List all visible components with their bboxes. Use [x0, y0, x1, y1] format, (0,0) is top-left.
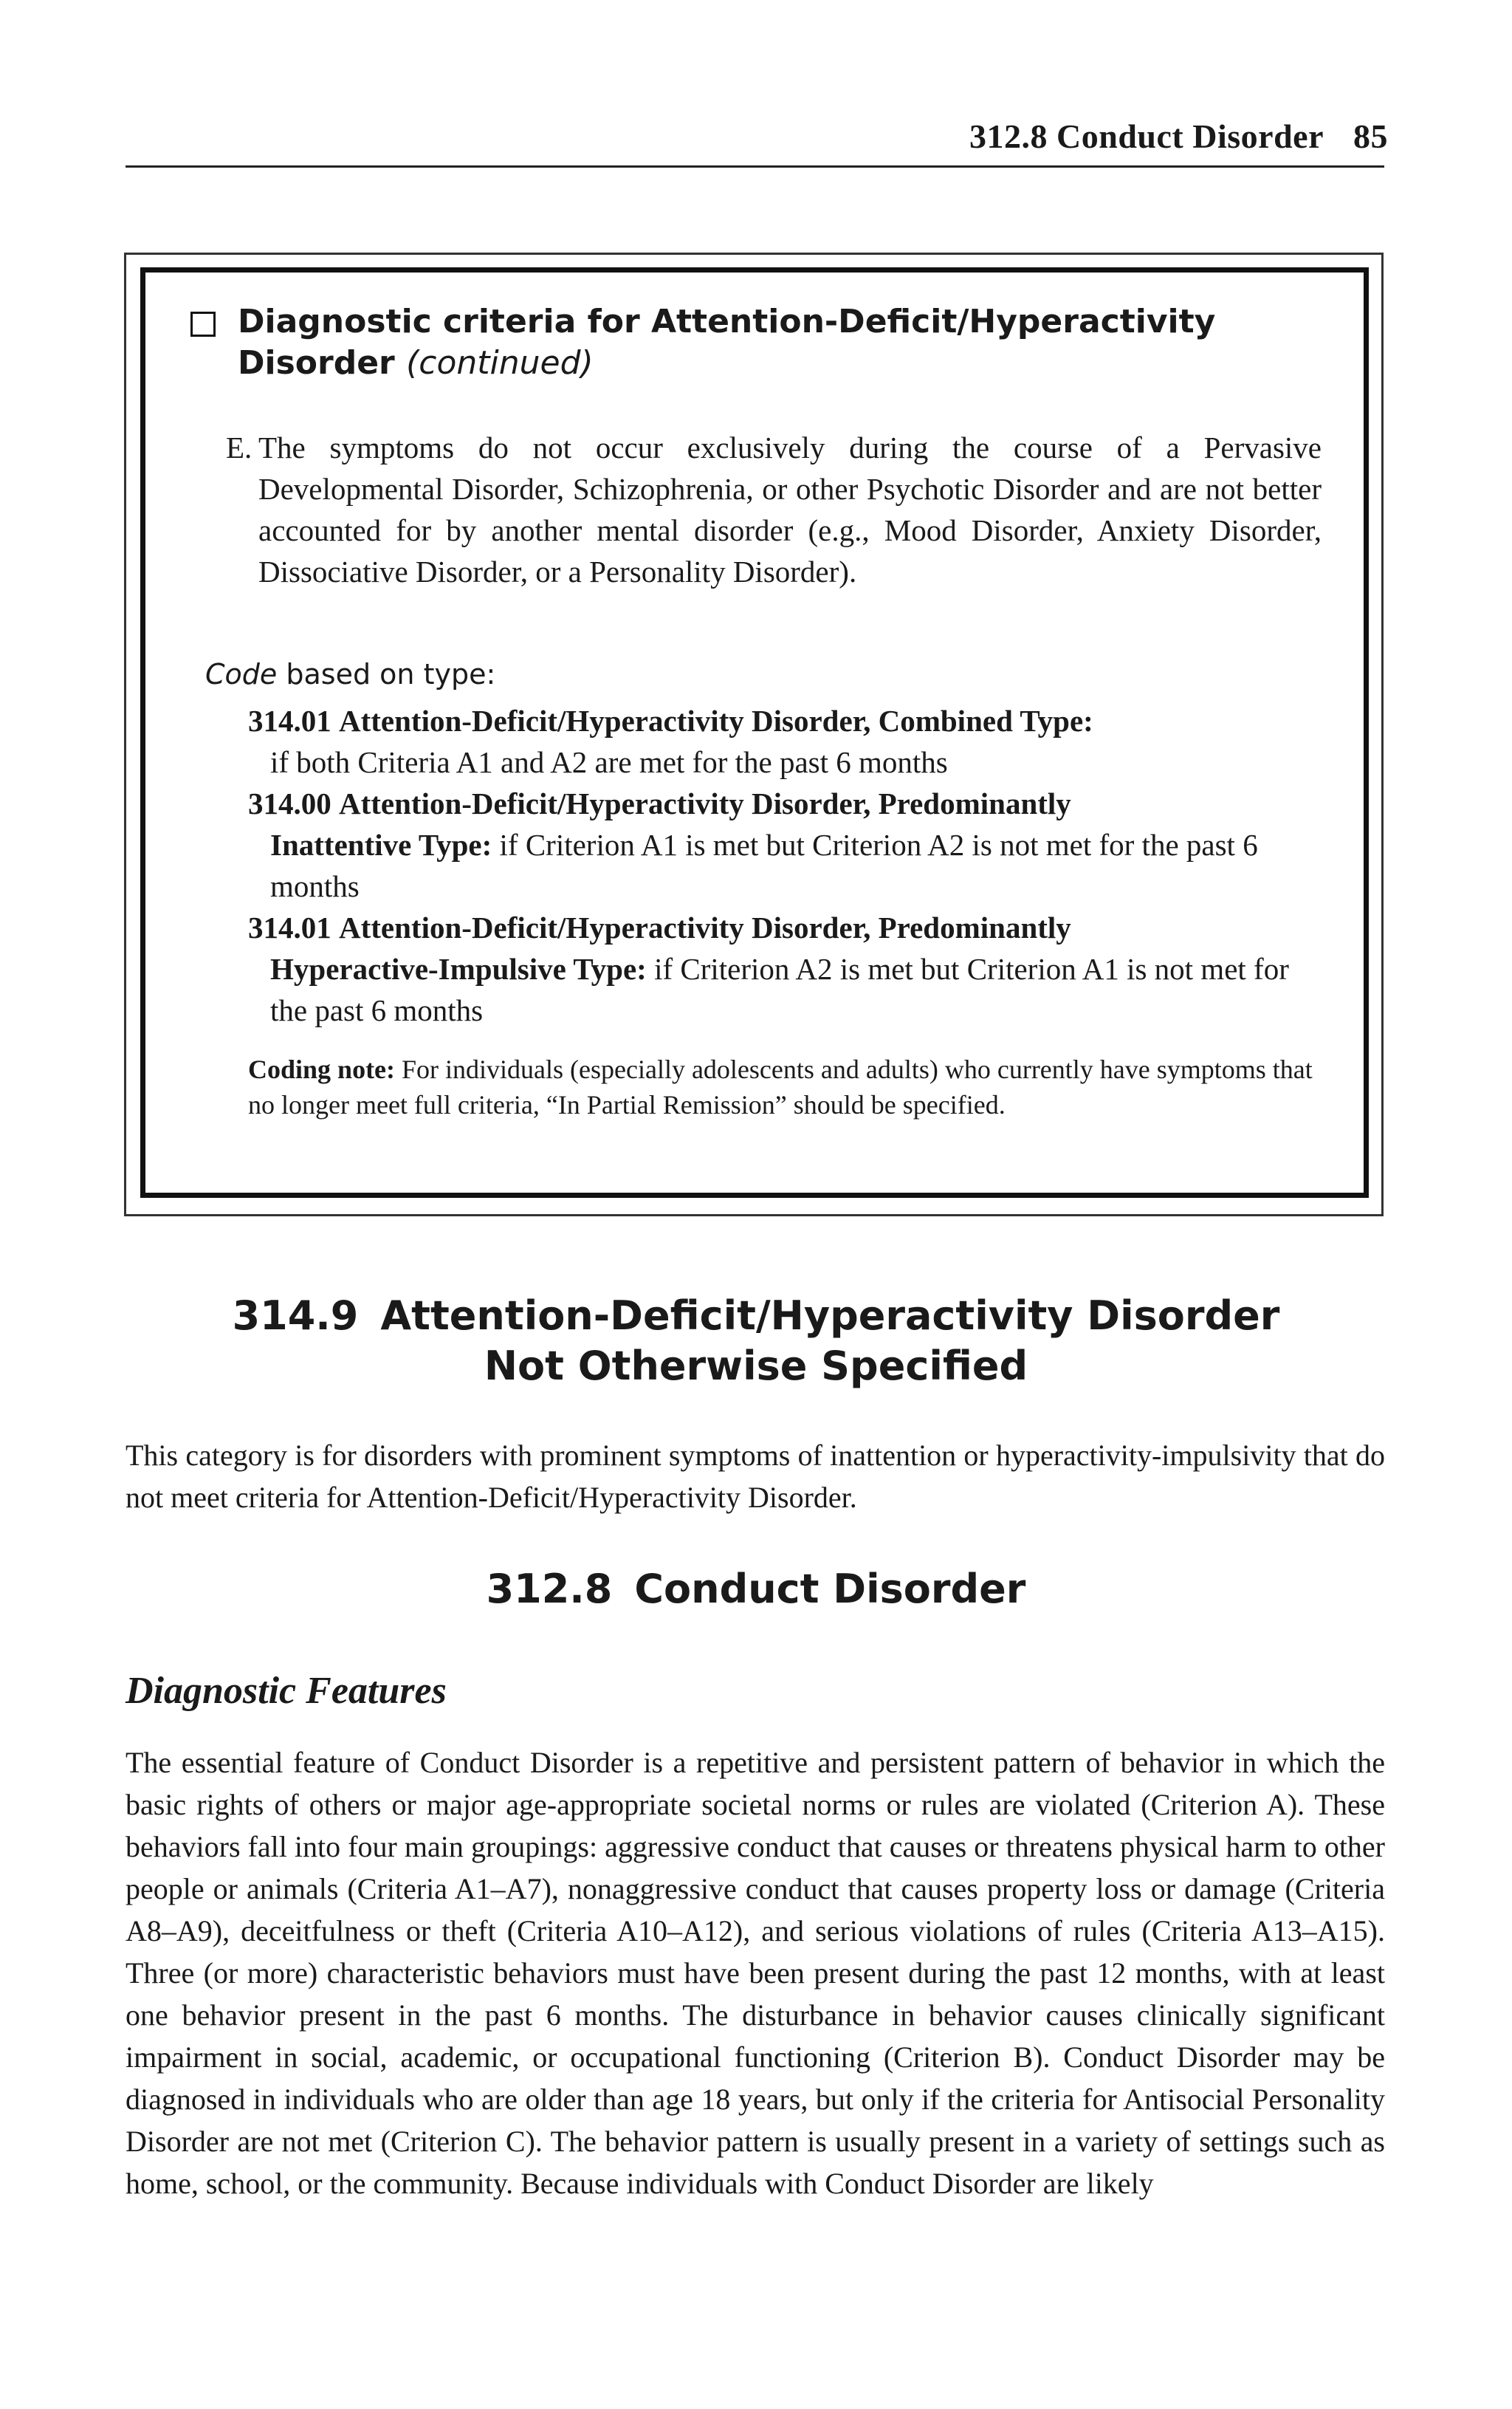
- code-word: Code: [205, 658, 278, 691]
- criterion-e-text: The symptoms do not occur exclusively during the course of a Pervasive Developmental Disorder, Schizophrenia, or other Psychotic Disorder and are not better accounted for by another mental disorder (e.g., Mood Disorder, Anxiety Disorder, Dissociative Disorder, or a Personality Disorder).: [258, 431, 1322, 589]
- code-name-line2: Hyperactive-Impulsive Type:: [270, 952, 647, 986]
- header-rule: [126, 165, 1384, 168]
- section-conduct-title: [0, 1564, 1512, 1614]
- criteria-title-suffix: (continued): [406, 344, 594, 382]
- running-head: [842, 117, 1388, 156]
- section-nos-paragraph: This category is for disorders with prominent symptoms of inattention or hyperactivity-impulsivity that do not meet criteria for Attention-Deficit/Hyperactivity Disorder.: [126, 1439, 1385, 1514]
- criterion-e: [226, 427, 1322, 592]
- code-condition: if Criterion A2 is met but Criterion A1 is not met for the past 6 months: [270, 952, 1289, 1027]
- code-based-rest: based on type:: [286, 658, 496, 691]
- code-number: 314.01: [248, 704, 331, 738]
- code-name: Attention-Deficit/Hyperactivity Disorder, Combined Type:: [339, 704, 1093, 738]
- coding-note-label: Coding note:: [248, 1055, 396, 1084]
- diagnostic-features-heading: Diagnostic Features: [126, 1670, 447, 1712]
- page-number: 85: [1353, 117, 1388, 155]
- section-nos-title: [0, 1291, 1512, 1391]
- code-name-line2: Inattentive Type:: [270, 828, 492, 862]
- code-entry-hyperactive: [248, 907, 1326, 1031]
- section-nos-number: 314.9: [232, 1292, 359, 1339]
- code-based-on-type: [205, 656, 495, 693]
- code-number: 314.00: [248, 787, 331, 820]
- criterion-e-label: E.: [226, 431, 252, 465]
- code-condition: if both Criteria A1 and A2 are met for the past 6 months: [270, 745, 948, 779]
- code-entry-combined: [248, 700, 1326, 783]
- checkbox-square-icon: [190, 312, 216, 337]
- section-conduct-number: 312.8: [486, 1566, 613, 1612]
- section-nos-title-line2: Not Otherwise Specified: [484, 1343, 1028, 1389]
- section-conduct-paragraph: The essential feature of Conduct Disorder is a repetitive and persistent pattern of behavior in which the basic rights of others or major age-appropriate societal norms or rules are violated (Criterion A). These behaviors fall into four main groupings: aggressive conduct that causes or threatens physical harm to other people or animals (Criteria A1–A7), nonaggressive conduct that causes property loss or damage (Criteria A8–A9), deceitfulness or theft (Criteria A10–A12), and serious violations of rules (Criteria A13–A15). Three (or more) characteristic behaviors must have been present during the past 12 months, with at least one behavior present in the past 6 months. The disturbance in behavior causes clinically significant impairment in social, academic, or occupational functioning (Criterion B). Conduct Disorder may be diagnosed in individuals who are older than age 18 years, but only if the criteria for Antisocial Personality Disorder are not met (Criterion C). The behavior pattern is usually present in a variety of settings such as home, school, or the community. Because individuals with Conduct Disorder are likely: [126, 1746, 1385, 2200]
- code-entry-inattentive: [248, 783, 1326, 907]
- code-condition: if Criterion A1 is met but Criterion A2 is not met for the past 6 months: [270, 828, 1258, 903]
- criteria-box-title: [238, 301, 1271, 384]
- criteria-title-text: Diagnostic criteria for Attention-Deficit/Hyperactivity Disorder: [238, 303, 1216, 382]
- section-nos-title-line1: Attention-Deficit/Hyperactivity Disorder: [380, 1292, 1280, 1339]
- running-title: 312.8 Conduct Disorder: [969, 117, 1324, 155]
- section-conduct-title-text: Conduct Disorder: [634, 1566, 1026, 1612]
- code-name: Attention-Deficit/Hyperactivity Disorder, Predominantly: [339, 911, 1071, 945]
- coding-note-text: For individuals (especially adolescents and adults) who currently have symptoms that no longer meet full criteria, “In Partial Remission” should be specified.: [248, 1055, 1313, 1120]
- code-number: 314.01: [248, 911, 331, 945]
- coding-note: [248, 1052, 1326, 1123]
- code-name: Attention-Deficit/Hyperactivity Disorder, Predominantly: [339, 787, 1071, 820]
